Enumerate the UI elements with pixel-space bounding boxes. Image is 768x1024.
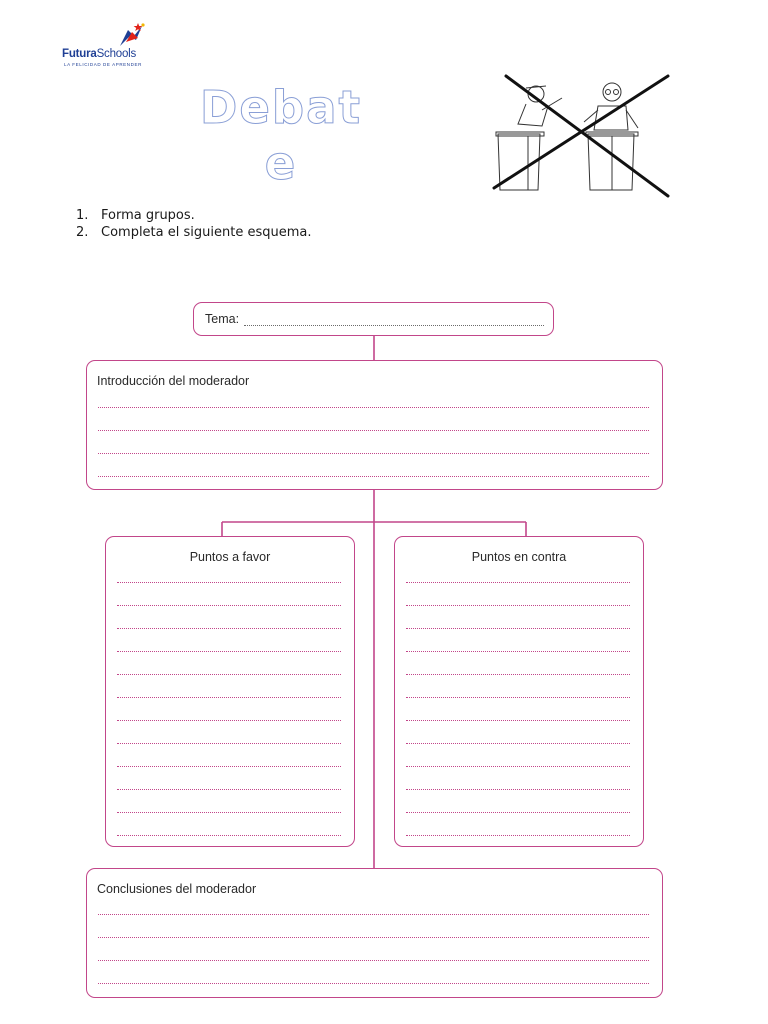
contra-write-line[interactable] <box>406 743 630 744</box>
favor-write-line[interactable] <box>117 697 341 698</box>
favor-write-line[interactable] <box>117 812 341 813</box>
contra-write-line[interactable] <box>406 674 630 675</box>
futura-schools-logo <box>62 22 172 72</box>
conclusion-box <box>86 868 663 998</box>
contra-write-line[interactable] <box>406 651 630 652</box>
favor-write-line[interactable] <box>117 720 341 721</box>
logo-brand-light: Schools <box>96 48 137 60</box>
star-figure-icon <box>116 22 146 50</box>
conclusion-write-line[interactable] <box>98 937 649 938</box>
intro-write-line[interactable] <box>98 476 649 477</box>
instruction-item <box>76 207 311 224</box>
favor-write-line[interactable] <box>117 743 341 744</box>
intro-label: Introducción del moderador <box>97 374 250 388</box>
contra-write-line[interactable] <box>406 789 630 790</box>
favor-write-line[interactable] <box>117 582 341 583</box>
instruction-number: 1. <box>76 208 89 223</box>
contra-box <box>394 536 644 847</box>
page-title: Debate <box>200 81 362 190</box>
tema-box[interactable] <box>193 302 554 336</box>
crossed-out-debaters-illustration <box>488 70 674 200</box>
contra-label: Puntos en contra <box>471 550 567 564</box>
contra-write-line[interactable] <box>406 697 630 698</box>
contra-write-line[interactable] <box>406 766 630 767</box>
instruction-text: Completa el siguiente esquema. <box>101 225 312 240</box>
tema-write-line[interactable] <box>244 325 544 326</box>
contra-write-line[interactable] <box>406 628 630 629</box>
logo-wordmark <box>62 48 136 60</box>
favor-write-line[interactable] <box>117 789 341 790</box>
contra-write-line[interactable] <box>406 720 630 721</box>
favor-write-line[interactable] <box>117 835 341 836</box>
intro-write-line[interactable] <box>98 453 649 454</box>
instruction-text: Forma grupos. <box>101 208 195 223</box>
instruction-number: 2. <box>76 225 89 240</box>
logo-brand-bold: Futura <box>62 48 97 60</box>
contra-write-line[interactable] <box>406 582 630 583</box>
intro-write-line[interactable] <box>98 407 649 408</box>
intro-box <box>86 360 663 490</box>
favor-write-line[interactable] <box>117 628 341 629</box>
contra-write-line[interactable] <box>406 835 630 836</box>
favor-write-line[interactable] <box>117 674 341 675</box>
instructions-list <box>76 207 311 241</box>
intro-write-line[interactable] <box>98 430 649 431</box>
conclusion-write-line[interactable] <box>98 983 649 984</box>
favor-write-line[interactable] <box>117 651 341 652</box>
contra-write-line[interactable] <box>406 812 630 813</box>
favor-box <box>105 536 355 847</box>
conclusion-write-line[interactable] <box>98 960 649 961</box>
favor-write-line[interactable] <box>117 605 341 606</box>
contra-write-line[interactable] <box>406 605 630 606</box>
logo-tagline: LA FELICIDAD DE APRENDER <box>64 62 142 67</box>
instruction-item <box>76 224 311 241</box>
conclusion-write-line[interactable] <box>98 914 649 915</box>
tema-label: Tema: <box>205 312 240 326</box>
favor-label: Puntos a favor <box>189 550 271 564</box>
conclusion-label: Conclusiones del moderador <box>97 882 257 896</box>
favor-write-line[interactable] <box>117 766 341 767</box>
